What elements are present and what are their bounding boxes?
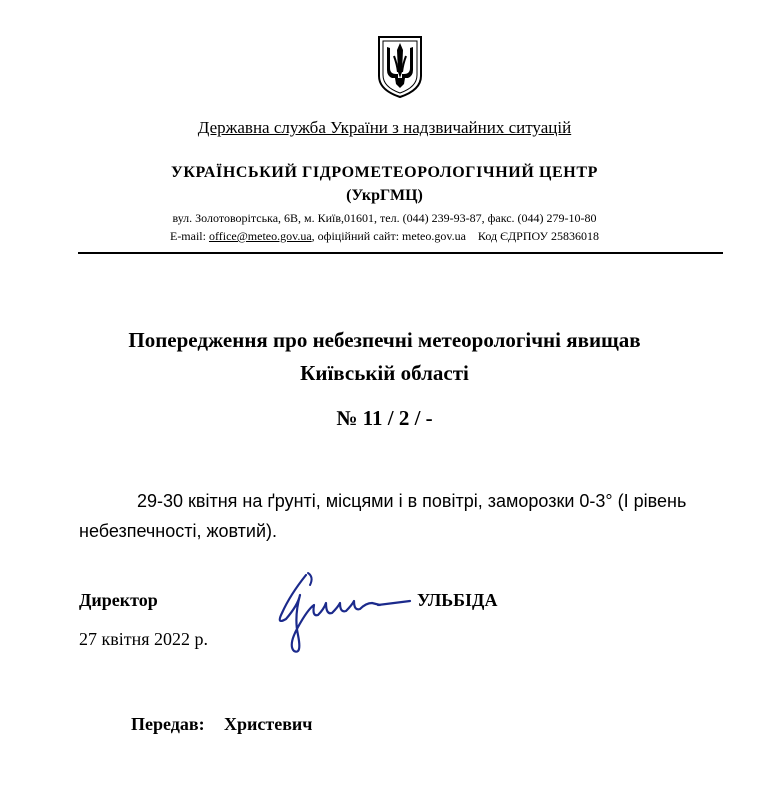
- site-link[interactable]: meteo.gov.ua: [402, 229, 466, 243]
- transfer-name: Христевич: [224, 714, 313, 734]
- email-label: E-mail:: [169, 229, 209, 243]
- document-number: № 11 / 2 / -: [336, 406, 433, 430]
- site-label: , офіційний сайт:: [311, 229, 403, 243]
- organization-name: УКРАЇНСЬКИЙ ГІДРОМЕТЕОРОЛОГІЧНИЙ ЦЕНТР: [170, 164, 598, 181]
- director-label: Директор: [79, 590, 158, 610]
- warning-body: 29-30 квітня на ґрунті, місцями і в повітрі, заморозки 0-3° (І рівень небезпечності, жовтий).: [79, 491, 687, 541]
- email-link[interactable]: office@meteo.gov.ua: [208, 229, 312, 243]
- handwritten-signature: [268, 565, 416, 661]
- transfer-label: Передав:: [131, 714, 205, 734]
- document-title-line1: Попередження про небезпечні метеорологічні явищав: [128, 328, 641, 352]
- organization-abbreviation: (УкрГМЦ): [346, 187, 423, 204]
- document-title-line2: Київській області: [300, 361, 469, 385]
- organization-address: вул. Золотоворітська, 6В, м. Київ,01601, тел. (044) 239-93-87, факс. (044) 279-10-80: [172, 211, 597, 225]
- header-divider: [78, 252, 723, 254]
- registry-code: Код ЄДРПОУ 25836018: [477, 229, 600, 243]
- service-name: Державна служба України з надзвичайних ситуацій: [197, 118, 572, 137]
- trident-emblem-icon: [376, 34, 424, 100]
- organization-contacts: [0, 229, 769, 244]
- director-name: УЛЬБІДА: [417, 590, 498, 610]
- document-date: 27 квітня 2022 р.: [79, 629, 209, 649]
